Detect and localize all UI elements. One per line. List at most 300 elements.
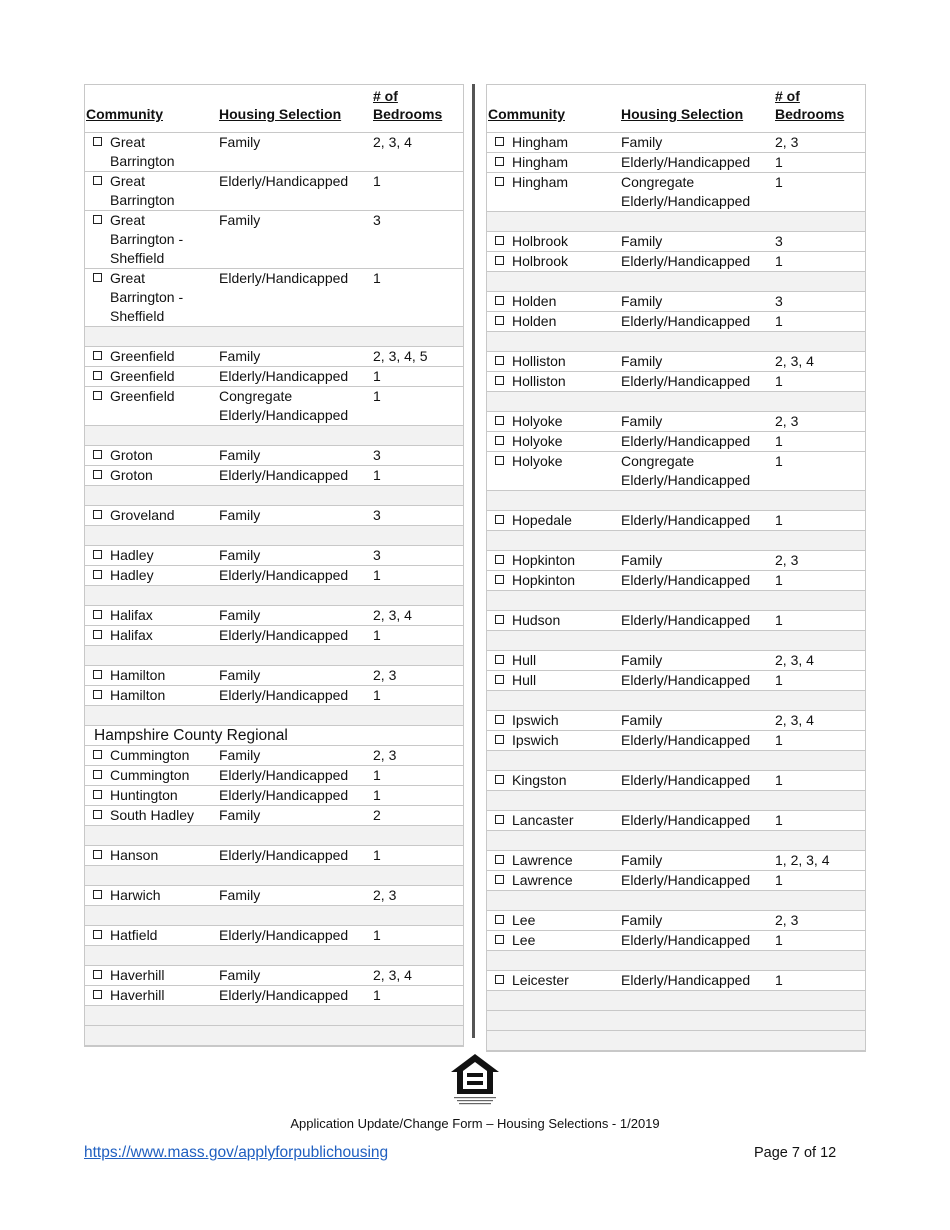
community-cell bbox=[85, 966, 218, 986]
spacer-row bbox=[85, 646, 463, 666]
selection-checkbox[interactable] bbox=[93, 990, 102, 999]
selection-checkbox[interactable] bbox=[495, 675, 504, 684]
community-name: Hull bbox=[512, 672, 537, 688]
housing-selection-cell: Elderly/Handicapped bbox=[218, 466, 372, 486]
spacer-cell bbox=[487, 212, 865, 232]
housing-row-lawrence bbox=[487, 851, 865, 871]
selection-checkbox[interactable] bbox=[495, 456, 504, 465]
community-column-header: Community bbox=[487, 85, 620, 133]
selection-checkbox[interactable] bbox=[495, 157, 504, 166]
bedrooms-cell: 1 bbox=[372, 269, 463, 327]
bedrooms-cell: 2, 3 bbox=[372, 886, 463, 906]
community-name: Groton bbox=[110, 467, 153, 483]
selection-checkbox[interactable] bbox=[495, 436, 504, 445]
community-cell bbox=[487, 252, 620, 272]
selection-checkbox[interactable] bbox=[93, 371, 102, 380]
community-name: Hanson bbox=[110, 847, 159, 863]
housing-row-hingham bbox=[487, 153, 865, 173]
community-name: Holden bbox=[512, 293, 557, 309]
housing-selection-cell: Family bbox=[218, 506, 372, 526]
bedrooms-cell: 1 bbox=[372, 786, 463, 806]
community-cell bbox=[85, 986, 218, 1006]
spacer-row bbox=[85, 826, 463, 846]
selection-checkbox[interactable] bbox=[93, 570, 102, 579]
housing-row-haverhill bbox=[85, 986, 463, 1006]
footer-form-title: Application Update/Change Form – Housing Selections - 1/2019 bbox=[290, 1116, 660, 1131]
spacer-row bbox=[85, 586, 463, 606]
spacer-cell bbox=[85, 586, 463, 606]
housing-row-great-barrington-sheffield bbox=[85, 211, 463, 269]
community-name: Hudson bbox=[512, 612, 561, 628]
housing-row-lancaster bbox=[487, 811, 865, 831]
spacer-cell bbox=[85, 486, 463, 506]
bedrooms-cell: 3 bbox=[372, 446, 463, 466]
bedrooms-cell: 1, 2, 3, 4 bbox=[774, 851, 865, 871]
community-cell bbox=[487, 452, 620, 491]
left-table-body bbox=[85, 133, 463, 1046]
spacer-row bbox=[85, 866, 463, 886]
community-cell bbox=[85, 846, 218, 866]
housing-row-great-barrington bbox=[85, 133, 463, 172]
housing-selection-cell: Family bbox=[620, 352, 774, 372]
community-name: Ipswich bbox=[512, 712, 559, 728]
bedrooms-cell: 2, 3 bbox=[372, 666, 463, 686]
community-name: Holyoke bbox=[512, 413, 563, 429]
selection-checkbox[interactable] bbox=[495, 715, 504, 724]
community-name: Lee bbox=[512, 912, 536, 928]
community-cell bbox=[487, 771, 620, 791]
housing-row-greenfield bbox=[85, 367, 463, 387]
bedrooms-cell: 3 bbox=[774, 232, 865, 252]
community-name: Lancaster bbox=[512, 812, 574, 828]
housing-selection-cell: Family bbox=[620, 292, 774, 312]
housing-row-harwich bbox=[85, 886, 463, 906]
community-name: Holbrook bbox=[512, 253, 569, 269]
community-name: Ipswich bbox=[512, 732, 559, 748]
community-name: Halifax bbox=[110, 627, 153, 643]
community-cell bbox=[85, 446, 218, 466]
bedrooms-cell: 3 bbox=[372, 506, 463, 526]
spacer-row bbox=[487, 1031, 865, 1051]
spacer-row bbox=[85, 906, 463, 926]
bedrooms-cell: 1 bbox=[372, 926, 463, 946]
housing-selection-cell: Elderly/Handicapped bbox=[218, 367, 372, 387]
housing-row-hingham bbox=[487, 173, 865, 212]
housing-selection-cell: Family bbox=[218, 746, 372, 766]
spacer-row bbox=[487, 212, 865, 232]
left-housing-table bbox=[85, 85, 463, 1046]
bedrooms-cell: 2, 3, 4 bbox=[372, 966, 463, 986]
bedrooms-cell: 1 bbox=[372, 846, 463, 866]
housing-row-greenfield bbox=[85, 387, 463, 426]
housing-row-cummington bbox=[85, 766, 463, 786]
community-name: Greenfield bbox=[110, 368, 175, 384]
housing-row-south-hadley bbox=[85, 806, 463, 826]
community-name: Hull bbox=[512, 652, 537, 668]
community-cell bbox=[487, 911, 620, 931]
community-name: Great Barrington - Sheffield bbox=[110, 270, 184, 324]
bedrooms-cell: 3 bbox=[372, 546, 463, 566]
bedrooms-cell: 1 bbox=[774, 511, 865, 531]
selection-checkbox[interactable] bbox=[93, 176, 102, 185]
bedrooms-cell: 1 bbox=[774, 452, 865, 491]
community-name: Hamilton bbox=[110, 667, 166, 683]
community-cell bbox=[487, 312, 620, 332]
housing-selection-cell: Family bbox=[218, 446, 372, 466]
spacer-row bbox=[487, 991, 865, 1011]
bedrooms-cell: 1 bbox=[372, 387, 463, 426]
selection-checkbox[interactable] bbox=[93, 970, 102, 979]
community-name: Hopkinton bbox=[512, 552, 576, 568]
housing-selection-cell: Elderly/Handicapped bbox=[620, 811, 774, 831]
community-name: Hopedale bbox=[512, 512, 572, 528]
housing-selection-column-header: Housing Selection bbox=[620, 85, 774, 133]
housing-selection-cell: Elderly/Handicapped bbox=[620, 771, 774, 791]
community-cell bbox=[487, 173, 620, 212]
community-cell bbox=[487, 352, 620, 372]
selection-checkbox[interactable] bbox=[495, 356, 504, 365]
community-cell bbox=[487, 871, 620, 891]
housing-selection-cell: Elderly/Handicapped bbox=[620, 511, 774, 531]
selection-checkbox[interactable] bbox=[93, 690, 102, 699]
housing-selection-cell: Family bbox=[218, 966, 372, 986]
community-cell bbox=[487, 931, 620, 951]
selection-checkbox[interactable] bbox=[495, 296, 504, 305]
selection-checkbox[interactable] bbox=[93, 470, 102, 479]
selection-checkbox[interactable] bbox=[93, 510, 102, 519]
selection-checkbox[interactable] bbox=[93, 351, 102, 360]
spacer-cell bbox=[85, 826, 463, 846]
housing-row-lee bbox=[487, 931, 865, 951]
community-cell bbox=[85, 172, 218, 211]
community-name: Hingham bbox=[512, 134, 569, 150]
selection-checkbox[interactable] bbox=[93, 215, 102, 224]
community-name: Holyoke bbox=[512, 433, 563, 449]
bedrooms-cell: 1 bbox=[774, 771, 865, 791]
spacer-cell bbox=[487, 1011, 865, 1031]
selection-checkbox[interactable] bbox=[495, 815, 504, 824]
region-heading: Hampshire County Regional bbox=[85, 726, 463, 746]
community-name: Cummington bbox=[110, 767, 190, 783]
community-cell bbox=[487, 571, 620, 591]
table-header-row bbox=[487, 85, 865, 133]
selection-checkbox[interactable] bbox=[93, 890, 102, 899]
selection-checkbox[interactable] bbox=[93, 273, 102, 282]
community-cell bbox=[487, 412, 620, 432]
housing-row-hopedale bbox=[487, 511, 865, 531]
housing-selection-cell: Family bbox=[620, 551, 774, 571]
community-cell bbox=[85, 886, 218, 906]
housing-row-ipswich bbox=[487, 731, 865, 751]
selection-checkbox[interactable] bbox=[93, 810, 102, 819]
selection-checkbox[interactable] bbox=[495, 177, 504, 186]
community-name: Holbrook bbox=[512, 233, 569, 249]
selection-checkbox[interactable] bbox=[93, 630, 102, 639]
table-header-row bbox=[85, 85, 463, 133]
bedrooms-cell: 1 bbox=[372, 986, 463, 1006]
housing-row-holyoke bbox=[487, 412, 865, 432]
selection-checkbox[interactable] bbox=[93, 930, 102, 939]
housing-row-cummington bbox=[85, 746, 463, 766]
community-cell bbox=[487, 292, 620, 312]
spacer-cell bbox=[85, 706, 463, 726]
community-cell bbox=[85, 626, 218, 646]
housing-row-hopkinton bbox=[487, 551, 865, 571]
community-cell bbox=[85, 387, 218, 426]
housing-row-hatfield bbox=[85, 926, 463, 946]
housing-selection-cell: Family bbox=[620, 133, 774, 153]
selection-checkbox[interactable] bbox=[495, 655, 504, 664]
housing-selection-cell: Family bbox=[218, 133, 372, 172]
selection-checkbox[interactable] bbox=[93, 610, 102, 619]
spacer-row bbox=[487, 791, 865, 811]
community-cell bbox=[85, 367, 218, 387]
community-cell bbox=[487, 551, 620, 571]
community-name: Great Barrington bbox=[110, 173, 175, 208]
selection-checkbox[interactable] bbox=[495, 316, 504, 325]
spacer-row bbox=[487, 491, 865, 511]
spacer-cell bbox=[85, 327, 463, 347]
housing-selection-cell: Elderly/Handicapped bbox=[620, 252, 774, 272]
equal-housing-opportunity-logo bbox=[449, 1052, 501, 1108]
selection-checkbox[interactable] bbox=[495, 935, 504, 944]
housing-row-hamilton bbox=[85, 686, 463, 706]
spacer-row bbox=[487, 272, 865, 292]
selection-checkbox[interactable] bbox=[93, 450, 102, 459]
spacer-cell bbox=[487, 531, 865, 551]
selection-checkbox[interactable] bbox=[93, 790, 102, 799]
spacer-cell bbox=[487, 891, 865, 911]
community-name: Harwich bbox=[110, 887, 161, 903]
spacer-row bbox=[487, 1011, 865, 1031]
housing-row-hadley bbox=[85, 546, 463, 566]
community-column-header: Community bbox=[85, 85, 218, 133]
selection-checkbox[interactable] bbox=[93, 137, 102, 146]
housing-row-lee bbox=[487, 911, 865, 931]
selection-checkbox[interactable] bbox=[93, 770, 102, 779]
bedrooms-cell: 3 bbox=[774, 292, 865, 312]
housing-row-hamilton bbox=[85, 666, 463, 686]
bedrooms-cell: 1 bbox=[774, 432, 865, 452]
region-heading-row bbox=[85, 726, 463, 746]
selection-checkbox[interactable] bbox=[495, 735, 504, 744]
bedrooms-cell: 1 bbox=[372, 766, 463, 786]
selection-checkbox[interactable] bbox=[495, 137, 504, 146]
housing-selection-cell: Family bbox=[218, 211, 372, 269]
spacer-row bbox=[487, 891, 865, 911]
housing-selection-cell: Family bbox=[620, 851, 774, 871]
housing-selection-cell: Elderly/Handicapped bbox=[218, 846, 372, 866]
community-cell bbox=[487, 811, 620, 831]
community-name: Great Barrington - Sheffield bbox=[110, 212, 184, 266]
housing-row-halifax bbox=[85, 626, 463, 646]
selection-checkbox[interactable] bbox=[495, 855, 504, 864]
bedrooms-column-header: # of Bedrooms bbox=[372, 85, 463, 133]
housing-selection-cell: Family bbox=[620, 911, 774, 931]
community-cell bbox=[487, 611, 620, 631]
bedrooms-cell: 2, 3 bbox=[774, 412, 865, 432]
housing-selection-cell: Elderly/Handicapped bbox=[620, 971, 774, 991]
bedrooms-cell: 1 bbox=[774, 571, 865, 591]
housing-row-great-barrington-sheffield bbox=[85, 269, 463, 327]
selection-checkbox[interactable] bbox=[495, 575, 504, 584]
bedrooms-cell: 1 bbox=[372, 686, 463, 706]
community-name: Lawrence bbox=[512, 852, 573, 868]
community-name: Haverhill bbox=[110, 987, 165, 1003]
spacer-cell bbox=[487, 951, 865, 971]
spacer-row bbox=[487, 951, 865, 971]
community-cell bbox=[487, 232, 620, 252]
community-name: Holyoke bbox=[512, 453, 563, 469]
spacer-row bbox=[487, 591, 865, 611]
housing-selection-cell: Elderly/Handicapped bbox=[218, 269, 372, 327]
spacer-row bbox=[85, 426, 463, 446]
column-divider bbox=[472, 84, 475, 1038]
community-name: Great Barrington bbox=[110, 134, 175, 169]
bedrooms-cell: 1 bbox=[372, 367, 463, 387]
page-number: Page 7 of 12 bbox=[754, 1145, 837, 1161]
spacer-row bbox=[85, 1026, 463, 1046]
housing-row-great-barrington bbox=[85, 172, 463, 211]
bedrooms-cell: 3 bbox=[372, 211, 463, 269]
right-housing-table bbox=[487, 85, 865, 1051]
selection-checkbox[interactable] bbox=[495, 416, 504, 425]
selection-checkbox[interactable] bbox=[495, 775, 504, 784]
bedrooms-cell: 2, 3, 4 bbox=[372, 133, 463, 172]
spacer-cell bbox=[487, 631, 865, 651]
selection-checkbox[interactable] bbox=[495, 256, 504, 265]
selection-checkbox[interactable] bbox=[495, 236, 504, 245]
selection-checkbox[interactable] bbox=[93, 550, 102, 559]
spacer-cell bbox=[85, 946, 463, 966]
housing-selection-cell: Congregate Elderly/Handicapped bbox=[218, 387, 372, 426]
spacer-cell bbox=[487, 791, 865, 811]
bedrooms-cell: 2 bbox=[372, 806, 463, 826]
bedrooms-cell: 2, 3, 4, 5 bbox=[372, 347, 463, 367]
spacer-row bbox=[487, 751, 865, 771]
spacer-cell bbox=[85, 526, 463, 546]
spacer-cell bbox=[487, 751, 865, 771]
community-cell bbox=[487, 851, 620, 871]
housing-row-hanson bbox=[85, 846, 463, 866]
bedrooms-cell: 1 bbox=[774, 971, 865, 991]
community-cell bbox=[85, 746, 218, 766]
housing-selection-cell: Family bbox=[620, 711, 774, 731]
community-cell bbox=[85, 506, 218, 526]
spacer-row bbox=[85, 486, 463, 506]
selection-checkbox[interactable] bbox=[495, 615, 504, 624]
spacer-cell bbox=[85, 866, 463, 886]
housing-selection-cell: Elderly/Handicapped bbox=[218, 766, 372, 786]
community-cell bbox=[85, 546, 218, 566]
community-name: Kingston bbox=[512, 772, 567, 788]
community-name: Huntington bbox=[110, 787, 178, 803]
housing-row-halifax bbox=[85, 606, 463, 626]
bedrooms-column-header: # of Bedrooms bbox=[774, 85, 865, 133]
selection-checkbox[interactable] bbox=[495, 376, 504, 385]
spacer-cell bbox=[487, 332, 865, 352]
bedrooms-cell: 1 bbox=[774, 811, 865, 831]
bedrooms-cell: 2, 3, 4 bbox=[774, 651, 865, 671]
community-name: Hatfield bbox=[110, 927, 158, 943]
housing-row-groton bbox=[85, 466, 463, 486]
community-cell bbox=[487, 133, 620, 153]
spacer-cell bbox=[85, 906, 463, 926]
housing-selection-cell: Elderly/Handicapped bbox=[620, 611, 774, 631]
selection-checkbox[interactable] bbox=[93, 850, 102, 859]
community-cell bbox=[85, 606, 218, 626]
spacer-row bbox=[487, 831, 865, 851]
bedrooms-cell: 1 bbox=[774, 731, 865, 751]
housing-row-hull bbox=[487, 651, 865, 671]
housing-selection-cell: Elderly/Handicapped bbox=[218, 172, 372, 211]
community-cell bbox=[487, 372, 620, 392]
community-cell bbox=[85, 686, 218, 706]
apply-for-public-housing-link[interactable]: https://www.mass.gov/applyforpublichousing bbox=[84, 1144, 389, 1161]
selection-checkbox[interactable] bbox=[495, 515, 504, 524]
housing-selection-cell: Elderly/Handicapped bbox=[620, 931, 774, 951]
housing-selection-cell: Family bbox=[218, 546, 372, 566]
community-name: Hadley bbox=[110, 567, 154, 583]
spacer-row bbox=[85, 946, 463, 966]
spacer-cell bbox=[85, 646, 463, 666]
right-housing-table-panel bbox=[486, 84, 866, 1052]
selection-checkbox[interactable] bbox=[495, 875, 504, 884]
housing-selection-cell: Elderly/Handicapped bbox=[620, 731, 774, 751]
spacer-cell bbox=[487, 831, 865, 851]
housing-selection-cell: Elderly/Handicapped bbox=[218, 786, 372, 806]
housing-row-haverhill bbox=[85, 966, 463, 986]
bedrooms-cell: 2, 3, 4 bbox=[372, 606, 463, 626]
selection-checkbox[interactable] bbox=[93, 750, 102, 759]
housing-selection-cell: Elderly/Handicapped bbox=[620, 372, 774, 392]
selection-checkbox[interactable] bbox=[93, 391, 102, 400]
housing-row-holden bbox=[487, 312, 865, 332]
housing-selection-cell: Elderly/Handicapped bbox=[620, 871, 774, 891]
housing-row-lawrence bbox=[487, 871, 865, 891]
housing-selection-cell: Elderly/Handicapped bbox=[218, 986, 372, 1006]
spacer-cell bbox=[487, 591, 865, 611]
left-housing-table-panel bbox=[84, 84, 464, 1047]
housing-selection-cell: Family bbox=[218, 666, 372, 686]
housing-row-greenfield bbox=[85, 347, 463, 367]
selection-checkbox[interactable] bbox=[495, 975, 504, 984]
housing-row-holbrook bbox=[487, 232, 865, 252]
selection-checkbox[interactable] bbox=[495, 915, 504, 924]
spacer-cell bbox=[487, 991, 865, 1011]
spacer-cell bbox=[85, 1026, 463, 1046]
housing-row-hingham bbox=[487, 133, 865, 153]
spacer-row bbox=[85, 1006, 463, 1026]
selection-checkbox[interactable] bbox=[495, 555, 504, 564]
housing-selection-cell: Elderly/Handicapped bbox=[218, 926, 372, 946]
housing-selection-cell: Family bbox=[620, 651, 774, 671]
housing-selection-cell: Family bbox=[620, 232, 774, 252]
community-name: Holden bbox=[512, 313, 557, 329]
housing-row-leicester bbox=[487, 971, 865, 991]
bedrooms-cell: 2, 3 bbox=[774, 551, 865, 571]
housing-selection-cell: Elderly/Handicapped bbox=[620, 312, 774, 332]
selection-checkbox[interactable] bbox=[93, 670, 102, 679]
housing-selection-cell: Congregate Elderly/Handicapped bbox=[620, 452, 774, 491]
community-cell bbox=[487, 432, 620, 452]
bedrooms-cell: 2, 3, 4 bbox=[774, 711, 865, 731]
community-name: Greenfield bbox=[110, 348, 175, 364]
community-cell bbox=[85, 786, 218, 806]
spacer-row bbox=[85, 706, 463, 726]
housing-selection-cell: Family bbox=[218, 606, 372, 626]
community-name: Hopkinton bbox=[512, 572, 576, 588]
